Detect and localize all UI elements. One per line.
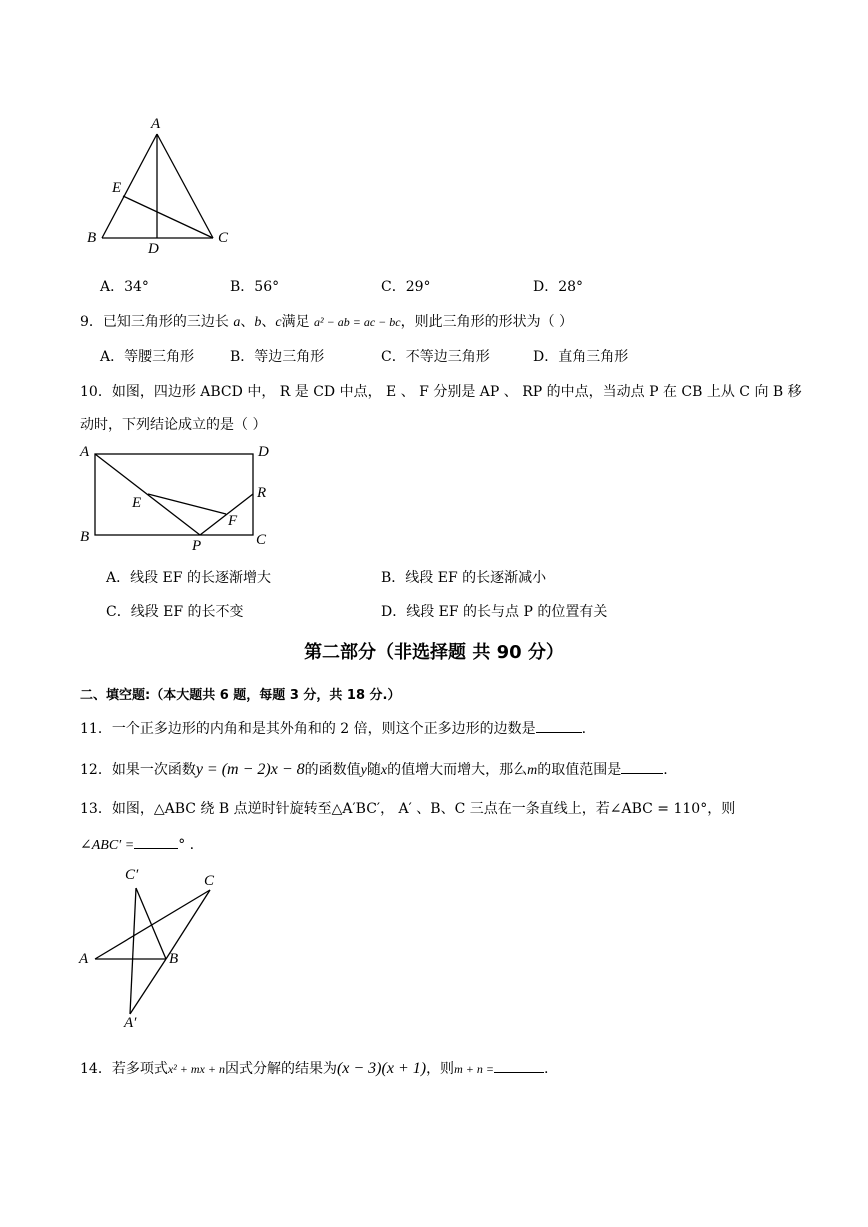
q9-option-d: D．直角三角形 [533, 349, 629, 365]
equation: a² − ab = ac − bc [314, 315, 401, 329]
question-text: 如图，△ABC 绕 B 点逆时针旋转至△A′BC′， A′ 、B、C 三点在一条直线上，若∠ABC = 110°，则 [111, 801, 736, 817]
label-b: B [87, 230, 97, 246]
label-b: B [169, 951, 179, 967]
question-text: 的取值范围是 [537, 762, 622, 778]
label-e: E [132, 495, 142, 511]
separator: 、 [261, 314, 276, 330]
var-x: x [380, 763, 388, 778]
period: . [663, 762, 668, 778]
q10-option-b: B．线段 EF 的长逐渐减小 [381, 570, 547, 586]
q10-option-a: A．线段 EF 的长逐渐增大 [106, 570, 271, 586]
q8-option-a: A．34° [100, 279, 149, 295]
angle-expression: ∠ABC′ = [80, 838, 135, 853]
polynomial: x² + mx + n [167, 1062, 225, 1076]
question-14 [80, 1058, 548, 1078]
question-number: 11． [80, 721, 112, 737]
var-m: m [527, 763, 538, 778]
question-text: 的值增大而增大，那么 [387, 762, 528, 778]
sum-expression: m + n = [454, 1062, 494, 1076]
question-number: 10． [80, 384, 112, 400]
var-a: a [233, 315, 241, 330]
label-a: A [79, 951, 89, 967]
label-a: A [151, 116, 161, 132]
var-b: b [254, 315, 262, 330]
label-c: C [256, 532, 267, 548]
question-number: 13． [80, 801, 112, 817]
label-a: A [80, 444, 90, 460]
label-f: F [228, 513, 238, 529]
q9-option-b: B．等边三角形 [230, 349, 325, 365]
label-d: D [148, 241, 159, 257]
question-text: 已知三角形的三边长 [102, 314, 229, 330]
question-text: 如图，四边形 ABCD 中， R 是 CD 中点， E 、 F 分别是 AP 、 RP 的中点，当动点 P 在 CB 上从 C 向 B 移 [111, 384, 802, 400]
var-y: y [360, 763, 367, 778]
q8-option-d: D．28° [533, 279, 584, 295]
question-number: 9． [80, 314, 103, 330]
label-c-prime: C′ [125, 867, 139, 883]
factored-form: (x − 3)(x + 1) [336, 1060, 427, 1077]
q8-option-b: B．56° [230, 279, 280, 295]
q10-option-c: C．线段 EF 的长不变 [106, 604, 244, 620]
label-e: E [112, 180, 122, 196]
q8-option-c: C．29° [381, 279, 431, 295]
label-r: R [257, 485, 267, 501]
question-text: ，则此三角形的形状为（ ） [400, 314, 574, 330]
section-heading: 二、填空题:（本大题共 6 题，每题 3 分，共 18 分.） [80, 688, 401, 703]
question-text: 满足 [281, 314, 310, 330]
label-a-prime: A′ [124, 1015, 137, 1031]
label-c: C [204, 873, 215, 889]
question-text: 若多项式 [111, 1061, 168, 1077]
period: . [543, 1061, 549, 1077]
answer-blank[interactable] [494, 1058, 544, 1073]
question-text: 因式分解的结果为 [224, 1061, 337, 1077]
label-b: B [80, 529, 90, 545]
label-d: D [258, 444, 269, 460]
degree-unit: ° . [178, 837, 195, 853]
period: . [581, 721, 587, 737]
question-text: ，则 [426, 1061, 455, 1077]
question-text: 随 [366, 762, 381, 778]
separator: 、 [240, 314, 255, 330]
label-p: P [192, 538, 202, 554]
q9-option-c: C．不等边三角形 [381, 349, 490, 365]
question-text: 如果一次函数 [111, 762, 196, 778]
question-10-line2: 动时，下列结论成立的是（ ） [80, 417, 267, 433]
equation: y = (m − 2)x − 8 [195, 761, 305, 778]
question-number: 14． [80, 1061, 112, 1077]
var-c: c [275, 315, 282, 330]
question-text: 的函数值 [304, 762, 361, 778]
question-text: 一个正多边形的内角和是其外角和的 2 倍，则这个正多边形的边数是 [111, 721, 536, 737]
label-c: C [218, 230, 229, 246]
q9-option-a: A．等腰三角形 [100, 349, 195, 365]
part-two-title: 第二部分（非选择题 共 90 分） [304, 642, 564, 663]
q10-option-d: D．线段 EF 的长与点 P 的位置有关 [381, 604, 608, 620]
question-number: 12． [80, 762, 112, 778]
